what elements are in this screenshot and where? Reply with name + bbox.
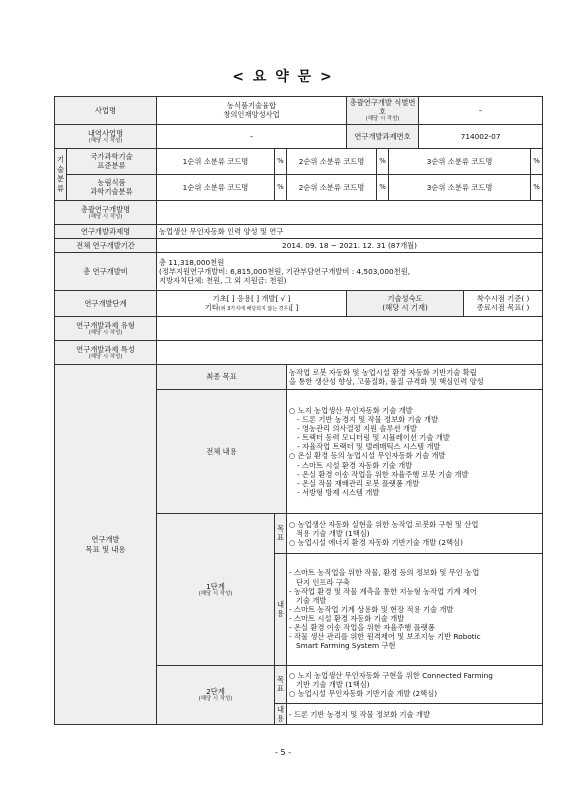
stage2-sub: (해당 시 작성) — [198, 696, 233, 703]
stage1-content-item: 기술 개발 — [289, 595, 327, 605]
task-name-value: 농업생산 무인자동화 인력 양성 및 연구 — [157, 224, 543, 238]
stage1-content-item: 단지 인프라 구축 — [289, 577, 350, 587]
detail-project-label — [55, 124, 157, 148]
tech-class-side-label — [55, 148, 67, 200]
task-name-label: 연구개발과제명 — [55, 224, 157, 238]
national-code-1: 1순위 소분류 코드명 — [157, 148, 275, 174]
maturity-end: 종료시점 목표( ) — [476, 303, 530, 313]
maturity-sub: (해당 시 기재) — [382, 303, 428, 313]
national-pct-3: % — [531, 148, 543, 174]
overall-item: - 온실 작물 재배관리 로봇 플랫폼 개발 — [297, 478, 420, 488]
stage1-goal-item: ○ 농업시설 에너지 환경 자동화 기반기술 개발 (2핵심) — [289, 538, 463, 548]
stage-label: 연구개발단계 — [55, 290, 157, 316]
period-label: 전체 연구개발기간 — [55, 238, 157, 252]
budget-line-3: 지방자치단체: 천원, 그 외 지원금: 천원) — [159, 276, 287, 286]
task-number-value: 714002-07 — [419, 124, 543, 148]
stage2-goal — [287, 665, 543, 703]
stage1-content-label: 내용 — [275, 553, 287, 665]
tech-class-side-4: 류 — [56, 184, 65, 194]
stage2-content-label: 내용 — [275, 703, 287, 724]
overall-item: - 온실 환경 이송 작업을 위한 자율주행 로봇 기술 개발 — [297, 469, 469, 479]
national-pct-2: % — [377, 148, 389, 174]
stage-options-line1: 기초[ ] 응용[ ] 개발[ √ ] — [212, 294, 291, 304]
total-id-label-text: 총괄연구개발 식별번호 — [349, 98, 416, 117]
agri-pct-1: % — [275, 174, 287, 200]
project-name-value-line1: 농식품기술융합 — [226, 101, 277, 111]
overall-item: - 영농관리 의사결정 지원 솔루션 개발 — [297, 424, 417, 434]
page-title: < 요 약 문 > — [232, 69, 334, 85]
national-pct-1: % — [275, 148, 287, 174]
budget-line-2: (정부지원연구개발비: 6,815,000천원, 기관부담연구개발비 : 4,503,000천원, — [159, 266, 411, 276]
agri-code-1: 1순위 소분류 코드명 — [157, 174, 275, 200]
project-name-value-line2: 창의인재양성사업 — [223, 110, 280, 120]
total-id-sub: (해당 시 작성) — [365, 116, 400, 123]
tech-class-side-1: 기 — [56, 154, 65, 164]
stage-options-other: 기타 — [204, 303, 219, 313]
stage1-content-item: - 스마트 농작업 기계 상용화 및 현장 적용 기술 개발 — [289, 604, 454, 614]
maturity-label — [347, 290, 464, 316]
budget-label: 총 연구개발비 — [55, 252, 157, 290]
feature-label-text: 연구개발과제 특성 — [76, 344, 135, 354]
stage2-goal-label: 목표 — [275, 665, 287, 703]
budget-value — [157, 252, 543, 290]
stage-options — [157, 290, 347, 316]
total-name-sub: (해당 시 작성) — [88, 213, 123, 220]
agri-tech-label-1: 농림식품 — [97, 178, 126, 188]
type-value — [157, 316, 543, 340]
total-id-label — [347, 97, 419, 125]
overall-item: - 자율작업 트랙터 및 텔레매틱스 시스템 개발 — [297, 442, 441, 452]
stage1-content-item: - 작물 생산 관리를 위한 원격제어 및 보조지능 기반 Robotic — [289, 632, 481, 642]
overall-item: ○ 온실 환경 등의 농업시설 무인자동화 기술 개발 — [289, 451, 446, 461]
stage1-content-item: - 농작업 환경 및 작물 계측을 통한 지능형 농작업 기계 제어 — [289, 586, 477, 596]
detail-project-sub: (해당 시 작성) — [88, 137, 123, 144]
total-name-value — [157, 200, 543, 224]
stage1-goal-label: 목표 — [275, 513, 287, 553]
detail-project-label-text: 내역사업명 — [87, 128, 124, 138]
stage1-content — [287, 553, 543, 665]
stage2-goal-item: ○ 노지 농업생산 무인자동화 구현을 위한 Connected Farming — [289, 670, 493, 680]
goal-content-label-2: 목표 및 내용 — [85, 544, 126, 554]
agri-pct-2: % — [377, 174, 389, 200]
final-goal-line-1: 농작업 로봇 자동화 및 농업시설 환경 자동화 기반기술 확립 — [289, 367, 477, 377]
overall-content-label: 전체 내용 — [157, 389, 287, 513]
feature-sub: (해당 시 작성) — [88, 353, 123, 360]
national-tech-label — [67, 148, 157, 174]
final-goal-value — [287, 364, 543, 389]
total-name-label-text: 총괄연구개발명 — [80, 204, 131, 214]
stage1-content-item: - 온실 환경 이송 작업을 위한 자율주행 플랫폼 — [289, 623, 435, 633]
stage-options-other-box: [ ] — [290, 303, 299, 313]
stage2-goal-item: ○ 농업시설 무인자동화 기반기술 개발 (2핵심) — [289, 689, 438, 699]
detail-project-value: – — [157, 124, 347, 148]
agri-pct-3: % — [531, 174, 543, 200]
overall-content — [287, 389, 543, 513]
stage1-label-text: 1단계 — [206, 581, 225, 591]
period-value: 2014. 09. 18 ~ 2021. 12. 31 (87개월) — [157, 238, 543, 252]
total-name-label — [55, 200, 157, 224]
project-name-value — [157, 97, 347, 125]
maturity-start: 착수시점 기준( ) — [476, 294, 530, 304]
stage1-content-item: Smart Farming System 구현 — [289, 641, 396, 651]
type-label-text: 연구개발과제 유형 — [76, 320, 135, 330]
overall-item: - 스마트 시설 환경 자동화 기술 개발 — [297, 460, 413, 470]
national-tech-label-2: 표준분류 — [97, 161, 126, 171]
agri-tech-label — [67, 174, 157, 200]
overall-item: ○ 노지 농업생산 무인자동화 기술 개발 — [289, 405, 413, 415]
stage2-label — [157, 665, 275, 724]
stage1-content-item: - 스마트 농작업을 위한 작물, 환경 등의 정보화 및 무인 농업 — [289, 568, 480, 578]
goal-content-label-1: 연구개발 — [91, 535, 120, 545]
total-id-value: – — [419, 97, 543, 125]
page-number: - 5 - — [275, 748, 291, 757]
agri-code-3: 3순위 소분류 코드명 — [389, 174, 531, 200]
type-sub: (해당 시 작성) — [88, 329, 123, 336]
stage1-goal-item: ○ 농업생산 자동화 실현을 위한 농작업 로봇화 구현 및 산업 — [289, 519, 479, 529]
stage1-content-item: - 스마트 시설 환경 자동화 기술 개발 — [289, 614, 405, 624]
goal-content-label — [55, 364, 157, 724]
budget-line-1: 총 11,318,000천원 — [159, 257, 225, 267]
task-number-label: 연구개발과제번호 — [347, 124, 419, 148]
agri-code-2: 2순위 소분류 코드명 — [287, 174, 377, 200]
stage1-label — [157, 513, 275, 665]
final-goal-label: 최종 목표 — [157, 364, 287, 389]
tech-class-side-3: 분 — [56, 174, 65, 184]
feature-value — [157, 340, 543, 364]
maturity-values — [464, 290, 543, 316]
tech-class-side-2: 술 — [56, 164, 65, 174]
stage-options-other-note: (위 3가지에 해당되지 않는 경우) — [218, 306, 291, 313]
stage1-sub: (해당 시 작성) — [198, 590, 233, 597]
stage1-goal — [287, 513, 543, 553]
project-name-label: 사업명 — [55, 97, 157, 125]
national-code-3: 3순위 소분류 코드명 — [389, 148, 531, 174]
overall-item: - 트랙터 동력 모니터링 및 시뮬레이션 기술 개발 — [297, 433, 450, 443]
maturity-label-text: 기술성숙도 — [387, 294, 423, 304]
stage2-label-text: 2단계 — [206, 687, 225, 697]
national-tech-label-1: 국가과학기술 — [90, 152, 133, 162]
type-label — [55, 316, 157, 340]
overall-item: - 드론 기반 농경지 및 작물 정보화 기술 개발 — [297, 415, 439, 425]
summary-table — [54, 96, 543, 725]
feature-label — [55, 340, 157, 364]
national-code-2: 2순위 소분류 코드명 — [287, 148, 377, 174]
stage2-content — [287, 703, 543, 724]
final-goal-line-2: 을 통한 생산성 향상, 고품질화, 품질 규격화 및 핵심인력 양성 — [289, 376, 484, 386]
stage2-goal-item: 기반 기술 개발 (1핵심) — [289, 679, 370, 689]
stage2-content-item: - 드론 기반 농경지 및 작물 정보화 기술 개발 — [289, 709, 431, 719]
agri-tech-label-2: 과학기술분류 — [90, 187, 133, 197]
overall-item: - 서방형 방제 시스템 개발 — [297, 487, 380, 497]
stage1-goal-item: 적용 기술 개발 (1핵심) — [289, 528, 370, 538]
